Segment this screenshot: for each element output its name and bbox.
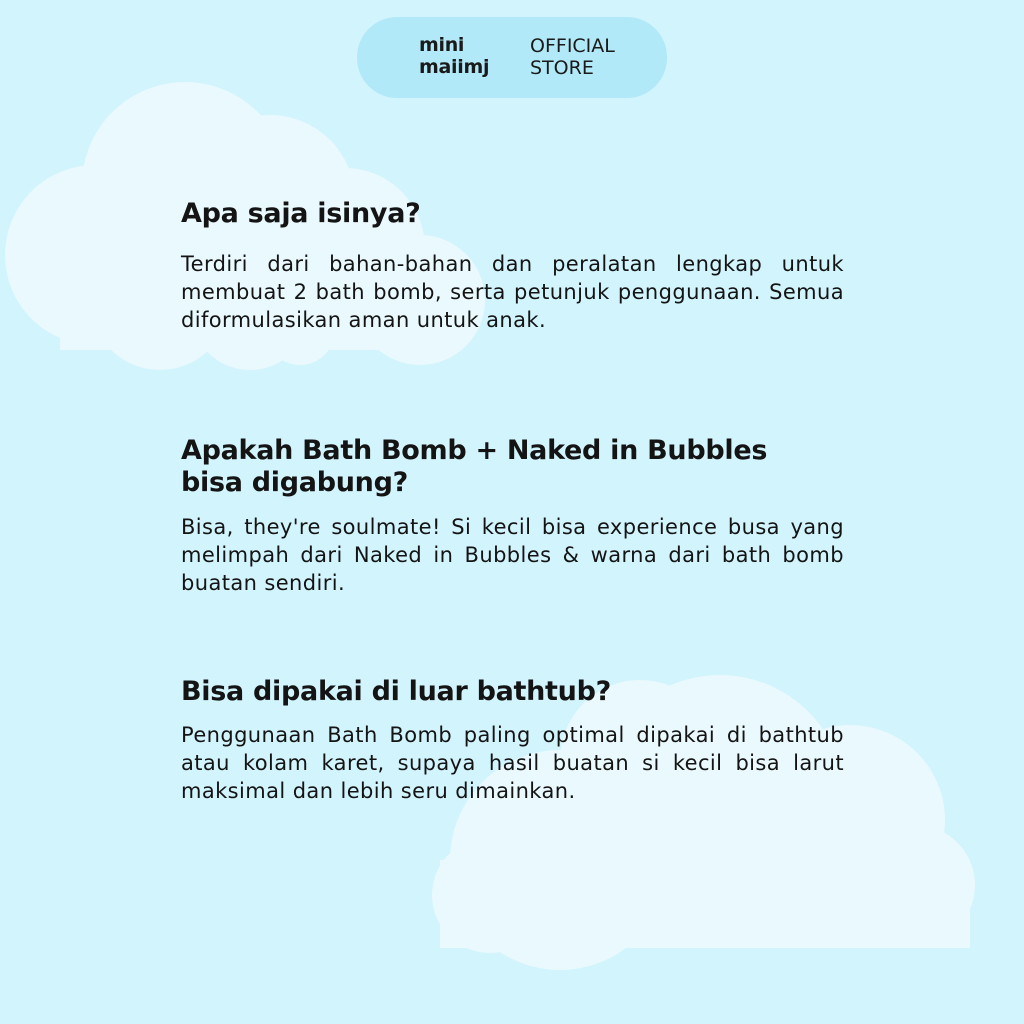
faq-question: Apa saja isinya? xyxy=(181,198,421,229)
brand-line-2: maiimj xyxy=(419,56,490,78)
store-badge xyxy=(357,17,667,98)
official-store-label xyxy=(530,35,615,79)
faq-item xyxy=(181,676,844,805)
official-text: OFFICIAL xyxy=(530,35,615,57)
faq-answer: Bisa, they're soulmate! Si kecil bisa experience busa yang melimpah dari Naked in Bubbles & warna dari bath bomb buatan sendiri. xyxy=(181,515,844,595)
faq-question: Bisa dipakai di luar bathtub? xyxy=(181,676,611,707)
brand-line-1: mini xyxy=(419,34,465,56)
faq-item xyxy=(181,435,844,597)
faq-question: Apakah Bath Bomb + Naked in Bubbles bisa digabung? xyxy=(181,435,768,498)
faq-item xyxy=(181,198,844,334)
faq-answer: Terdiri dari bahan-bahan dan peralatan lengkap untuk membuat 2 bath bomb, serta petunjuk penggunaan. Semua diformulasikan aman untuk anak. xyxy=(181,252,844,332)
brand-logo xyxy=(419,34,489,78)
faq-answer: Penggunaan Bath Bomb paling optimal dipakai di bathtub atau kolam karet, supaya hasil buatan si kecil bisa larut maksimal dan lebih seru dimainkan. xyxy=(181,723,844,803)
store-text: STORE xyxy=(530,57,594,79)
